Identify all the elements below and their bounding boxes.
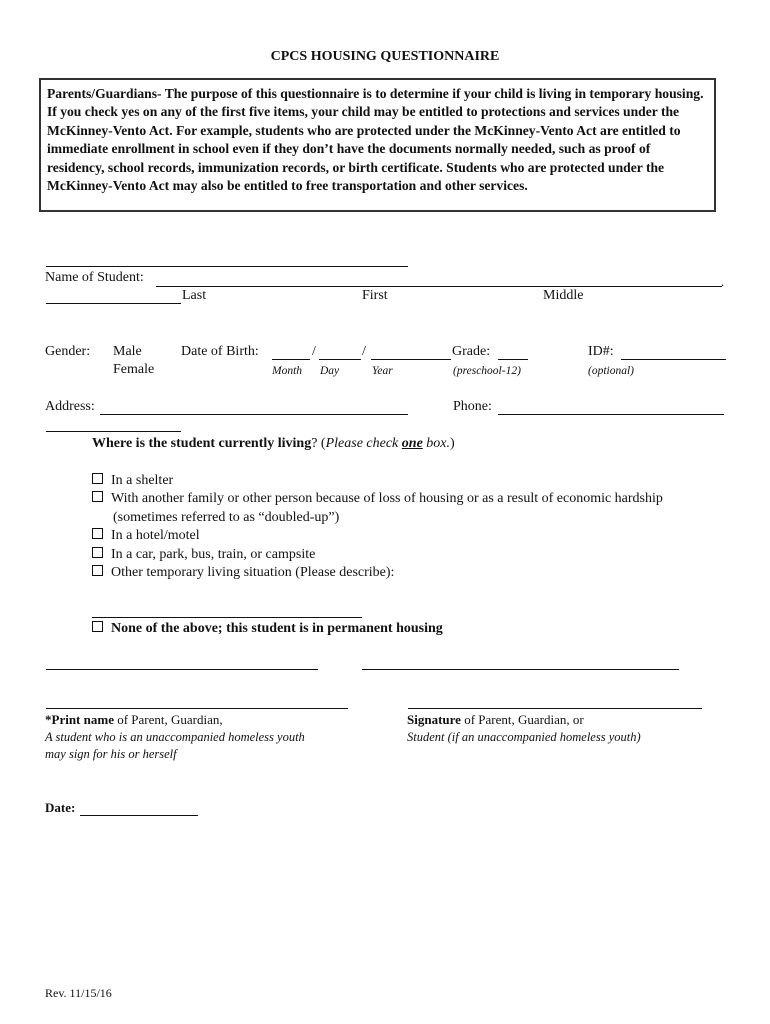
checkbox-doubled-up[interactable] — [92, 491, 103, 502]
other-describe-input[interactable] — [92, 617, 362, 618]
signature-rule — [408, 708, 702, 709]
address-label: Address: — [45, 399, 95, 414]
grade-hint: (preschool-12) — [453, 365, 521, 377]
name-sub-rule — [46, 303, 181, 304]
address-input[interactable] — [100, 414, 408, 415]
intro-notice: Parents/Guardians- The purpose of this questionnaire is to determine if your child is living in temporary housing. If you check yes on any of the first five items, your child may be entitled to protections and services under the McKinney-Vento Act. For example, students who are protected under the McKinney-Vento Act are entitled to immediate enrollment in school even if they don’t have the documents normally needed, such as proof of residency, school records, immunization records, or birth certificate. Students who are protected under the McKinney-Vento Act may also be entitled to free transportation and other services. — [39, 78, 716, 212]
gender-label: Gender: — [45, 344, 91, 359]
grade-label: Grade: — [452, 344, 491, 359]
dob-day-hint: Day — [320, 365, 340, 377]
date-label: Date: — [45, 800, 76, 815]
revision-label: Rev. 11/15/16 — [45, 986, 112, 1000]
checkbox-other[interactable] — [92, 565, 103, 576]
dob-label: Date of Birth: — [181, 344, 259, 359]
dob-year-hint: Year — [372, 365, 393, 377]
dob-slash-2: / — [362, 344, 366, 359]
name-input[interactable] — [156, 286, 722, 287]
option-other[interactable]: Other temporary living situation (Please describe): — [92, 565, 394, 581]
option-none[interactable]: None of the above; this student is in permanent housing — [92, 621, 443, 637]
option-doubled-up[interactable]: With another family or other person because of loss of housing or as a result of economic hardship — [92, 491, 663, 507]
checkbox-shelter[interactable] — [92, 473, 103, 484]
checkbox-car-park[interactable] — [92, 547, 103, 558]
name-period: . — [721, 274, 725, 289]
dob-month-input[interactable] — [272, 359, 310, 360]
gender-male-option[interactable]: Male — [113, 344, 142, 359]
option-car-park[interactable]: In a car, park, bus, train, or campsite — [92, 547, 315, 563]
phone-label: Phone: — [453, 399, 492, 414]
checkbox-none[interactable] — [92, 621, 103, 632]
id-label: ID#: — [588, 344, 614, 359]
name-top-rule — [46, 266, 408, 267]
signature-input[interactable] — [362, 669, 679, 670]
page-title: CPCS HOUSING QUESTIONNAIRE — [270, 49, 500, 64]
grade-input[interactable] — [498, 359, 528, 360]
last-label: Last — [182, 288, 207, 303]
option-shelter[interactable]: In a shelter — [92, 473, 173, 489]
checkbox-hotel-motel[interactable] — [92, 528, 103, 539]
date-input[interactable] — [80, 815, 198, 816]
print-name-label: *Print name of Parent, Guardian, — [45, 712, 223, 727]
print-name-note-1: A student who is an unaccompanied homeless youth — [45, 730, 305, 744]
housing-question: Where is the student currently living? (Please check one box.) — [92, 436, 455, 451]
signature-label: Signature of Parent, Guardian, or — [407, 712, 584, 727]
print-name-input[interactable] — [46, 669, 318, 670]
dob-year-input[interactable] — [371, 359, 451, 360]
id-hint: (optional) — [588, 365, 634, 377]
signature-note: Student (if an unaccompanied homeless youth) — [407, 730, 641, 744]
dob-month-hint: Month — [272, 365, 303, 377]
option-doubled-up-note: (sometimes referred to as “doubled-up”) — [113, 510, 340, 525]
name-label: Name of Student: — [45, 270, 144, 285]
option-hotel-motel[interactable]: In a hotel/motel — [92, 528, 200, 544]
first-label: First — [362, 288, 388, 303]
dob-slash-1: / — [312, 344, 316, 359]
phone-input[interactable] — [498, 414, 724, 415]
print-name-rule — [46, 708, 348, 709]
question-text: Where is the student currently living — [92, 436, 312, 451]
print-name-note-2: may sign for his or herself — [45, 747, 177, 761]
dob-day-input[interactable] — [319, 359, 361, 360]
gender-female-option[interactable]: Female — [113, 362, 155, 377]
middle-label: Middle — [543, 288, 584, 303]
id-input[interactable] — [621, 359, 726, 360]
address-sub-rule — [46, 431, 181, 432]
